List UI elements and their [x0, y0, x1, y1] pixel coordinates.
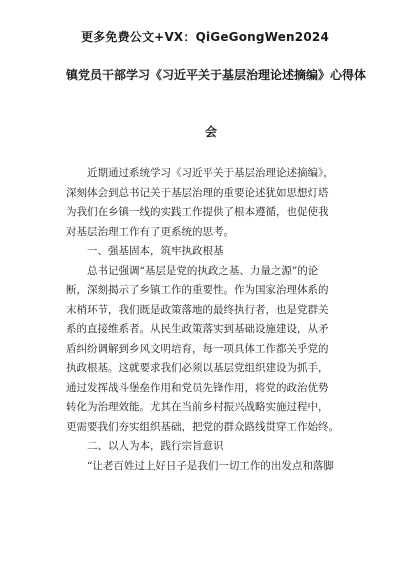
document-body — [66, 164, 366, 476]
body-line: 盾纠纷调解到乡风文明培育，每一项具体工作都关乎党的 — [66, 342, 329, 355]
body-line: “让老百姓过上好日子是我们一切工作的出发点和落脚 — [87, 459, 334, 472]
body-line: 系的直接维系者。从民生政策落实到基础设施建设，从矛 — [66, 323, 329, 335]
document-title-line-1: 镇党员干部学习《习近平关于基层治理论述摘编》心得体 — [66, 68, 367, 82]
body-line: 二、以人为本，践行宗旨意识 — [87, 440, 224, 452]
promo-banner: 更多免费公文+VX：QiGeGongWen2024 — [80, 30, 329, 44]
body-line: 更需要我们夯实组织基础，把党的群众路线贯穿工作始终。 — [66, 420, 339, 433]
body-line: 为我们在乡镇一线的实践工作提供了根本遵循，也促使我 — [66, 206, 329, 218]
body-line: 断，深刻揭示了乡镇工作的重要性。作为国家治理体系的 — [66, 284, 329, 296]
body-line: 对基层治理工作有了更系统的思考。 — [66, 225, 234, 238]
body-line: 一、强基固本，筑牢执政根基 — [87, 245, 224, 257]
body-line: 转化为治理效能。尤其在当前乡村振兴战略实施过程中， — [66, 401, 329, 413]
body-line: 通过发挥战斗堡垒作用和党员先锋作用，将党的政治优势 — [66, 381, 329, 394]
document-title-line-2: 会 — [204, 125, 217, 139]
body-line: 深刻体会到总书记关于基层治理的重要论述犹如思想灯塔 — [66, 186, 329, 199]
body-line: 执政根基。这就要求我们必须以基层党组织建设为抓手， — [66, 362, 329, 374]
body-line: 近期通过系统学习《习近平关于基层治理论述摘编》， — [87, 167, 334, 179]
body-line: 末梢环节，我们既是政策落地的最终执行者，也是党群关 — [66, 303, 329, 316]
body-line: 总书记强调“基层是党的执政之基、力量之源”的论 — [87, 264, 319, 277]
